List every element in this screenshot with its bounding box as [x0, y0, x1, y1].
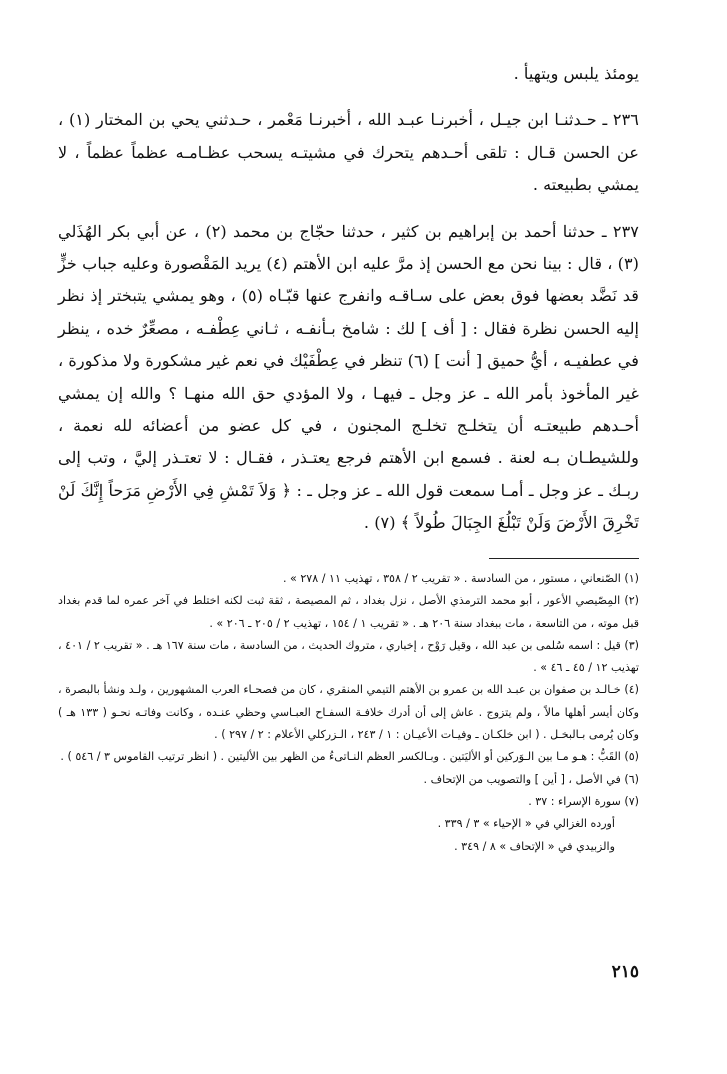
opening-line: يومئذ يلبس ويتهيأ .: [513, 64, 639, 83]
footnote-3: (٣) قيل : اسمه سُلمى بن عبد الله ، وقيل رَوْح ، إخباري ، متروك الحديث ، من السادسة ، مات سنة ١٦٧ هـ . « تقريب ٢ / ٤٠١ ، تهذيب ١٢ / ٤٥ ـ ٤٦ » .: [58, 638, 639, 675]
footnote-4: (٤) خـالـد بن صفوان بن عبـد الله بن عمرو بن الأهتم التيمي المنقري ، كان من فصحـاء العرب المشهورين ، ولـد ونشأ بالبصرة ، وكان أيسر أهلها مالاً ، ولم يتزوج . عاش إلى أن أدرك خلافـة السفـاح العبـاسي وحظي عنـده ، وكانت وفاتـه نحـو ( ١٣٣ هـ ) وكان يُرمى بـالبخـل . ( ابن خلكـان ـ وفيـات الأعيـان : ١ / ٢٤٣ ، الـزركلي الأعلام : ٢ / ٢٩٧ ) .: [58, 683, 639, 742]
page-number: ٢١٥: [611, 962, 639, 982]
footnote-1: (١) الصّنعاني ، مستور ، من السادسة . « تقريب ٢ / ٣٥٨ ، تهذيب ١١ / ٢٧٨ » .: [282, 572, 639, 585]
footnote-divider: [489, 558, 639, 559]
footnote-2: (٢) المِصّيصي الأعور ، أبو محمد الترمذي الأصل ، نزل بغداد ، ثم المصيصة ، ثقة ثبت لكنه اختلط في آخر عمره لما قدم بغداد قبل موته ، من التاسعة ، مات ببغداد سنة ٢٠٦ هـ . « تقريب ١ / ١٥٤ ، تهذيب ٢ / ٢٠٥ ـ ٢٠٦ » .: [58, 594, 639, 630]
footnote-7: (٧) سورة الإسراء : ٣٧ .: [528, 794, 639, 808]
footnote-7-source-ghazali: أورده الغزالي في « الإحياء » ٣ / ٣٣٩ .: [437, 817, 615, 831]
main-text-body: [58, 58, 639, 540]
footnote-5: (٥) القَبُّ : هـو مـا بين الـوَركين أو الأليَتين . وبـالكسر العظم النـاتىءُ من الظهر بين الأليتين . ( انظر ترتيب القاموس ٣ / ٥٤٦ ) .: [60, 750, 639, 764]
footnote-6: (٦) في الأصل ، [ أين ] والتصويب من الإتحاف .: [423, 772, 639, 786]
hadith-236: ٢٣٦ ـ حـدثنـا ابن جيـل ، أخبرنـا عبـد الله ، أخبرنـا مَعْمر ، حـدثني يحي بن المختار (١) ، عن الحسن قـال : تلقى أحـدهم يتحرك في مشيتـه يسحب عظـامـه عظماً عظماً ، لا يمشي بطبيعته .: [58, 110, 640, 195]
hadith-237: ٢٣٧ ـ حدثنا أحمد بن إبراهيم بن كثير ، حدثنا حجّاج بن محمد (٢) ، عن أبي بكر الهُذَلي (٣) ، قال : بينا نحن مع الحسن إذ مرَّ عليه ابن الأهتم (٤) يريد المَقْصورة وعليه جباب خزٍّ قد نَضَّد بعضها فوق بعض على سـاقـه وانفرج عنها قبّـاه (٥) ، وهو يمشي يتبختر إذ نظر إليه الحسن نظرة فقال : [ أف ] لك : شامخ بـأنفـه ، ثـاني عِطْفـه ، مصعِّرٌ خده ، ينظر في عطفيـه ، أيُّ حميق [ أنت ] (٦) تنظر في عِطْفَيْك في نعم غير مشكورة ولا مذكورة ، غير المأخوذ بأمر الله ـ عز وجل ـ فيهـا ، ولا المؤدي حق الله منهـا ؟ والله إن يمشي أحـدهم طبيعتـه أن يتخلـج تخلـج المجنون ، في كل عضو من أعضائه لله نعمة ، وللشيطـان بـه لعنة . فسمع ابن الأهتم فرجع يعتـذر ، فقـال : لا تعتـذر إليَّ ، وتب إلى ربـك ـ عز وجل ـ أمـا سمعت قول الله ـ عز وجل ـ : ﴿ وَلاَ تَمْشِ فِي الأَرْضِ مَرَحاً إِنَّكَ لَنْ تَخْرِقَ الأَرْضَ وَلَنْ تَبْلُغَ الجِبَالَ طُولاً ﴾ (٧) .: [58, 221, 640, 533]
footnote-7-source-zabidi: والزبيدي في « الإتحاف » ٨ / ٣٤٩ .: [454, 839, 615, 853]
footnotes: [58, 568, 639, 858]
